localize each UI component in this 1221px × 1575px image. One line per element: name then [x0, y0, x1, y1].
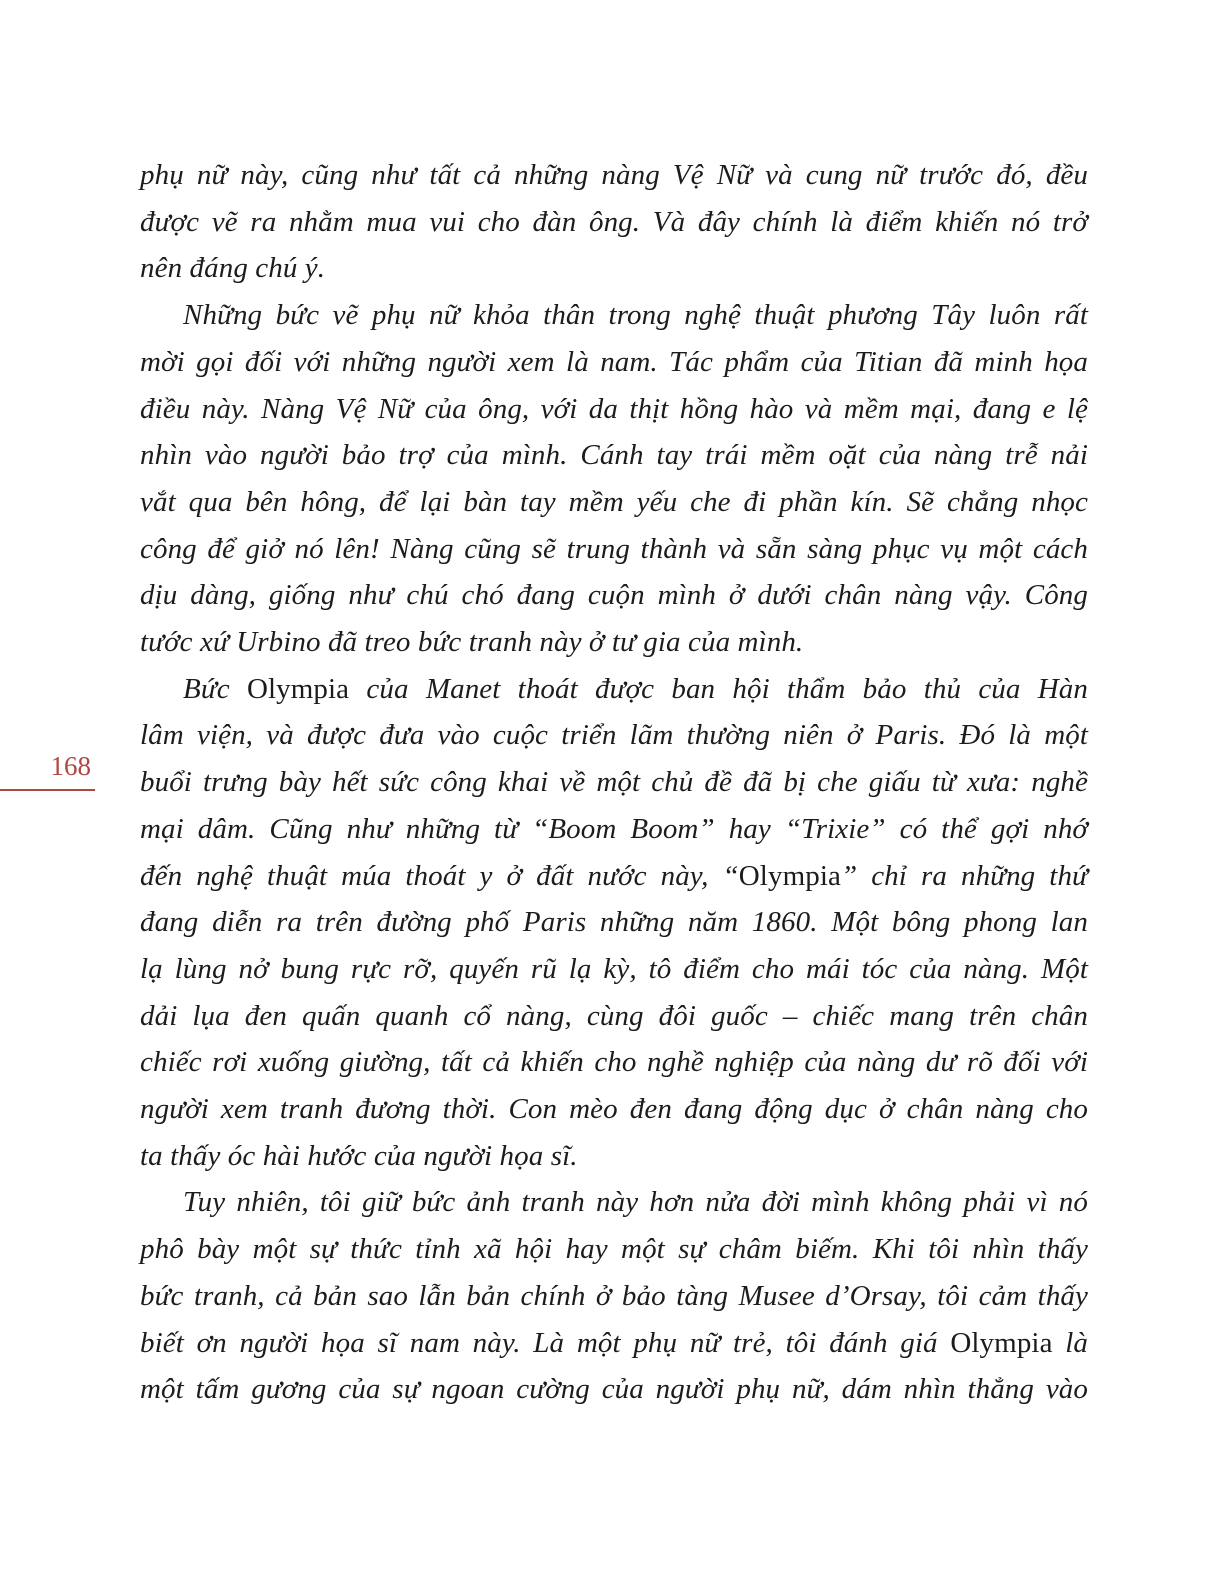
text-line: mời gọi đối với những người xem là nam. Tác phẩm của Titian đã minh họa [140, 345, 1088, 378]
text-line: dải lụa đen quấn quanh cổ nàng, cùng đôi guốc – chiếc mang trên chân [140, 999, 1088, 1032]
text-line: vắt qua bên hông, để lại bàn tay mềm yếu che đi phần kín. Sẽ chẳng nhọc [140, 485, 1088, 518]
text-line: buổi trưng bày hết sức công khai về một chủ đề đã bị che giấu từ xưa: nghề [140, 766, 1088, 799]
roman-emphasis: Olympia [246, 672, 350, 705]
text-line: một tấm gương của sự ngoan cường của người phụ nữ, dám nhìn thẳng vào [140, 1373, 1088, 1406]
text-line: đang diễn ra trên đường phố Paris những năm 1860. Một bông phong lan [140, 906, 1088, 939]
text-line: ta thấy óc hài hước của người họa sĩ. [140, 1139, 578, 1172]
text-line: công để giở nó lên! Nàng cũng sẽ trung thành và sẵn sàng phục vụ một cách [140, 532, 1088, 565]
text-line: Bức Olympia của Manet thoát được ban hội thẩm bảo thủ của Hàn [183, 672, 1088, 705]
text-line: bức tranh, cả bản sao lẫn bản chính ở bảo tàng Musee d’Orsay, tôi cảm thấy [140, 1279, 1088, 1312]
text-line: lạ lùng nở bung rực rỡ, quyến rũ lạ kỳ, tô điểm cho mái tóc của nàng. Một [140, 952, 1088, 985]
text-line: phụ nữ này, cũng như tất cả những nàng Vệ Nữ và cung nữ trước đó, đều [140, 159, 1088, 191]
text-line: Tuy nhiên, tôi giữ bức ảnh tranh này hơn nửa đời mình không phải vì nó [183, 1186, 1088, 1219]
page-number: 168 [50, 751, 91, 781]
text-line: điều này. Nàng Vệ Nữ của ông, với da thịt hồng hào và mềm mại, đang e lệ [140, 392, 1088, 425]
paragraph [140, 152, 1088, 292]
text-line: chiếc rơi xuống giường, tất cả khiến cho nghề nghiệp của nàng dư rõ đối với [140, 1046, 1088, 1079]
text-line: dịu dàng, giống như chú chó đang cuộn mình ở dưới chân nàng vậy. Công [140, 579, 1088, 612]
text-line: tước xứ Urbino đã treo bức tranh này ở tư gia của mình. [140, 626, 804, 659]
text-line: đến nghệ thuật múa thoát y ở đất nước này, “Olympia” chỉ ra những thứ [140, 859, 1088, 892]
text-line: được vẽ ra nhằm mua vui cho đàn ông. Và đây chính là điểm khiến nó trở [140, 205, 1088, 238]
text-line: biết ơn người họa sĩ nam này. Là một phụ nữ trẻ, tôi đánh giá Olympia là [140, 1326, 1089, 1359]
page-number-block [0, 750, 95, 791]
paragraph [140, 292, 1088, 666]
roman-emphasis: Olympia [738, 859, 841, 892]
roman-emphasis: Olympia [950, 1326, 1053, 1359]
page-number-rule [0, 789, 95, 791]
text-line: nhìn vào người bảo trợ của mình. Cánh tay trái mềm oặt của nàng trễ nải [140, 439, 1088, 472]
text-line: mại dâm. Cũng như những từ “Boom Boom” hay “Trixie” có thể gợi nhớ [140, 812, 1088, 845]
paragraph [140, 666, 1088, 1180]
text-line: phô bày một sự thức tỉnh xã hội hay một sự châm biếm. Khi tôi nhìn thấy [140, 1233, 1088, 1266]
text-line: lâm viện, và được đưa vào cuộc triển lãm thường niên ở Paris. Đó là một [140, 719, 1088, 752]
text-block [140, 152, 1088, 1413]
text-line: Những bức vẽ phụ nữ khỏa thân trong nghệ thuật phương Tây luôn rất [183, 299, 1088, 332]
text-line: nên đáng chú ý. [140, 252, 326, 285]
paragraph [140, 1179, 1088, 1413]
text-line: người xem tranh đương thời. Con mèo đen đang động dục ở chân nàng cho [140, 1093, 1088, 1126]
